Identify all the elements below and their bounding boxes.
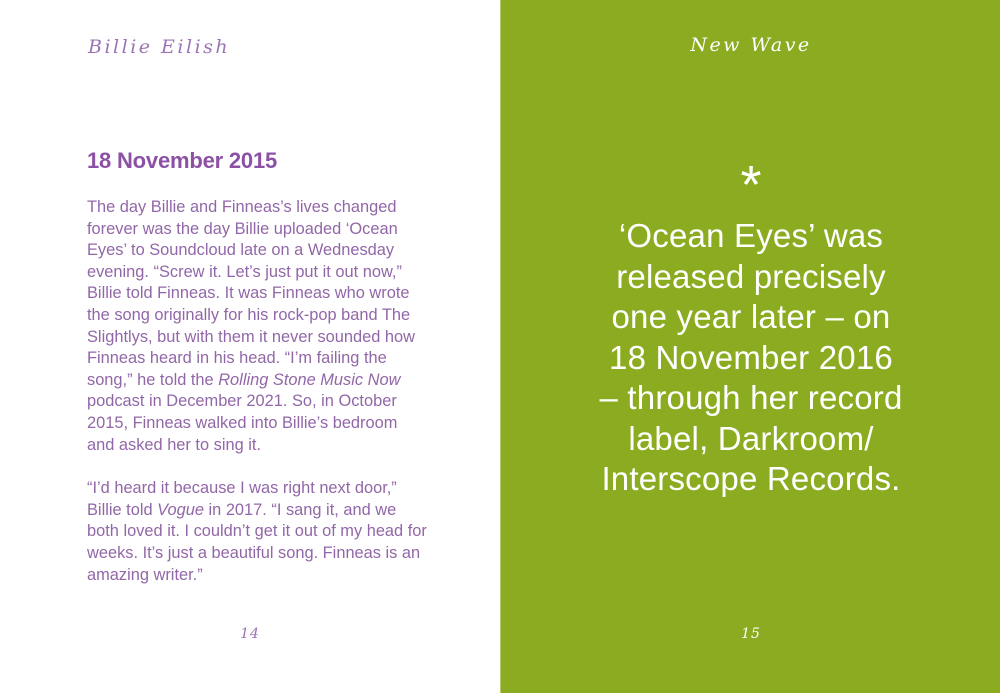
note-line: label, Darkroom/ <box>628 419 874 457</box>
left-running-header: Billie Eilish <box>88 36 231 58</box>
paragraph-1-text-end: podcast in December 2021. So, in October 2015, Finneas walked into Billie’s bedroom and asked her to sing it. <box>87 392 398 454</box>
paragraph-1 <box>87 197 429 456</box>
paragraph-2-italic-title: Vogue <box>157 500 204 519</box>
section-heading-date: 18 November 2015 <box>87 148 278 173</box>
asterisk-glyph: * <box>740 155 762 215</box>
body-text <box>87 197 429 608</box>
note-line: one year later – on <box>611 298 891 335</box>
note-line: released precisely <box>616 257 886 295</box>
paragraph-1-text: The day Billie and Finneas’s lives changed forever was the day Billie uploaded ‘Ocean Eyes’ to Soundcloud late on a Wednesday evening. “Screw it. Let’s just put it out now,” Billie told Finneas. It was Finneas who wrote the song originally for his rock-pop band The Slightlys, but with them it never sounded how Finneas heard in his head. “I’m failing the song,” he told the <box>87 198 415 389</box>
paragraph-1-italic-title: Rolling Stone Music Now <box>218 370 401 389</box>
paragraph-2-text-end: in 2017. “I sang it, and we both loved it. I couldn’t get it out of my head for weeks. It’s just a beautiful song. Finneas is an amazing writer.” <box>87 500 427 584</box>
note-line: Interscope Records. <box>601 460 901 497</box>
paragraph-2-text: “I’d heard it because I was right next door,” Billie told <box>87 479 397 519</box>
note-line: ‘Ocean Eyes’ was <box>618 217 884 254</box>
right-running-header: New Wave <box>690 34 812 56</box>
note-line: 18 November 2016 <box>609 338 893 376</box>
note-line: – through her record <box>599 379 903 416</box>
paragraph-2 <box>87 478 429 586</box>
footnote-block <box>501 155 1000 500</box>
right-page-number: 15 <box>741 626 761 642</box>
left-page-number: 14 <box>240 626 260 642</box>
right-page <box>500 0 1000 693</box>
